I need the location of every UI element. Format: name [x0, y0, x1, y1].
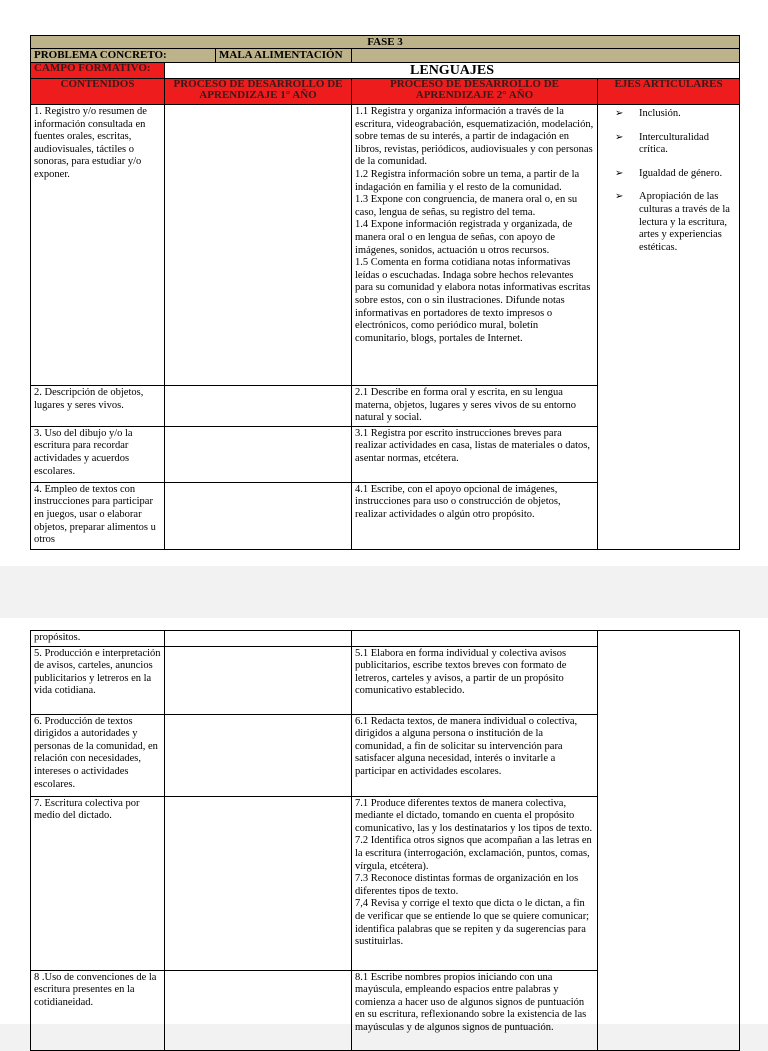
pda2-item: 7,4 Revisa y corrige el texto que dicta o le dictan, a fin de verificar que se entiende lo que se quiere comunicar; identifica palabras que se repiten y da sugerencias para sustituirlas.	[355, 898, 590, 948]
pda2-item: 6.1 Redacta textos, de manera individual o colectiva, dirigidos a alguna persona o institución de la comunidad, a fin de solicitar su intervención para satisfacer alguna necesidad, interés o invitarle a participar en actividades escolares.	[355, 715, 578, 777]
document-page-2	[0, 618, 768, 1033]
contenido-4: 4. Empleo de textos con instrucciones para participar en juegos, usar o elaborar objetos, preparar alimentos u otros	[31, 482, 165, 549]
pda1-4-cont	[165, 631, 352, 647]
contenido-6: 6. Producción de textos dirigidos a autoridades y personas de la comunidad, en relación con necesidades, intereses o actividades escolares.	[31, 714, 165, 796]
pda2-item: 1.2 Registra información sobre un tema, a partir de la indagación en familia y el resto de la comunidad.	[355, 168, 580, 193]
eje-item: ➢ Apropiación de las culturas a través de la lectura y la escritura, artes y experiencias estéticas.	[615, 191, 736, 254]
campo-label: CAMPO FORMATIVO:	[31, 63, 165, 79]
ejes-articulares-cell-cont	[598, 631, 740, 1051]
pda2-5	[352, 646, 598, 714]
pda1-4	[165, 482, 352, 549]
pda2-item: 7.1 Produce diferentes textos de manera colectiva, mediante el dictado, tomando en cuenta el propósito comunicativo, las y los destinatarios y los tipos de texto.	[355, 797, 593, 834]
ejes-list	[601, 108, 736, 254]
pda2-4	[352, 482, 598, 549]
pda2-8	[352, 970, 598, 1050]
pda2-item: 2.1 Describe en forma oral y escrita, en su lengua materna, objetos, lugares y seres vivos de su entorno natural y social.	[355, 387, 577, 424]
pda2-item: 3.1 Registra por escrito instrucciones breves para realizar actividades en casa, listas de materiales o datos, asentar normas, etcétera.	[355, 427, 590, 464]
col-header-contenidos: CONTENIDOS	[31, 79, 165, 105]
contenido-7: 7. Escritura colectiva por medio del dictado.	[31, 796, 165, 970]
pda1-1	[165, 105, 352, 386]
fase-title: FASE 3	[31, 36, 740, 49]
col-header-ejes: EJES ARTICULARES	[598, 79, 740, 105]
pda2-6	[352, 714, 598, 796]
pda2-3	[352, 426, 598, 482]
eje-item: ➢ Igualdad de género.	[615, 168, 736, 181]
pda2-item: 1.1 Registra y organiza información a través de la escritura, videograbación, esquematización, modelación, sobre temas de su interés, a partir de indagación en libros, revistas, periódicos, audiovisuales y con personas de la comunidad.	[355, 106, 594, 168]
pda2-4-cont	[352, 631, 598, 647]
campo-value: LENGUAJES	[165, 63, 740, 79]
contenido-3: 3. Uso del dibujo y/o la escritura para recordar actividades y acuerdos escolares.	[31, 426, 165, 482]
pda2-item: 5.1 Elabora en forma individual y colectiva avisos publicitarios, escribe textos breves con formato de letreros, carteles y avisos, a partir de un propósito comunicativo establecido.	[355, 647, 567, 697]
pda2-item: 7.2 Identifica otros signos que acompañan a las letras en la escritura (interrogación, exclamación, puntos, comas, vírgula, etcétera).	[355, 835, 592, 872]
pda1-7	[165, 796, 352, 970]
pda2-1	[352, 105, 598, 386]
contenido-2: 2. Descripción de objetos, lugares y seres vivos.	[31, 386, 165, 427]
eje-item: ➢ Interculturalidad crítica.	[615, 132, 736, 157]
pda1-2	[165, 386, 352, 427]
pda2-2	[352, 386, 598, 427]
pda2-item: 1.3 Expone con congruencia, de manera oral o, en su caso, lengua de señas, su registro del tema.	[355, 194, 578, 218]
contenido-1: 1. Registro y/o resumen de información consultada en fuentes orales, escritas, audiovisuales, táctiles o sonoras, para estudiar y/o exponer.	[31, 105, 165, 386]
planning-table-page-1	[30, 35, 740, 550]
planning-table-page-2	[30, 630, 740, 1051]
pda1-6	[165, 714, 352, 796]
pda2-7	[352, 796, 598, 970]
pda1-5	[165, 646, 352, 714]
col-header-pda2: PROCESO DE DESARROLLO DE APRENDIZAJE 2° AÑO	[352, 79, 598, 105]
contenido-5: 5. Producción e interpretación de avisos, carteles, anuncios publicitarios y letreros en la vida cotidiana.	[31, 646, 165, 714]
pda2-item: 7.3 Reconoce distintas formas de organización en los diferentes tipos de texto.	[355, 873, 579, 897]
pda1-8	[165, 970, 352, 1050]
pda2-item: 8.1 Escribe nombres propios iniciando con una mayúscula, empleando espacios entre palabras y comienza a hacer uso de algunos signos de puntuación en su escritura, reflexionando sobre la existencia de las mayúsculas y de algunos signos de puntuación.	[355, 971, 587, 1033]
pda2-item: 1.4 Expone información registrada y organizada, de manera oral o en lengua de señas, con apoyo de imágenes, sonidos, actuación u otros recursos.	[355, 219, 573, 256]
contenido-8: 8 .Uso de convenciones de la escritura presentes en la cotidianeidad.	[31, 970, 165, 1050]
ejes-articulares-cell	[598, 105, 740, 550]
contenido-4-cont: propósitos.	[31, 631, 165, 647]
problema-label: PROBLEMA CONCRETO:	[31, 49, 216, 63]
problema-blank	[352, 49, 740, 63]
pda1-3	[165, 426, 352, 482]
eje-item: ➢ Inclusión.	[615, 108, 736, 121]
problema-value: MALA ALIMENTACIÓN	[216, 49, 352, 63]
pda2-item: 1.5 Comenta en forma cotidiana notas informativas leídas o escuchadas. Indaga sobre hechos relevantes para su comunidad y elabora notas informativas escritas sobre estos, con o sin ilustraciones. Difunde notas informativas en portadores de texto impresos o electrónicos, como periódico mural, boletín comunitario, blogs, portales de Internet.	[355, 257, 591, 344]
pda2-item: 4.1 Escribe, con el apoyo opcional de imágenes, instrucciones para uso o construcción de objetos, realizar actividades o algún otro propósito.	[355, 483, 561, 520]
col-header-pda1: PROCESO DE DESARROLLO DE APRENDIZAJE 1° AÑO	[165, 79, 352, 105]
